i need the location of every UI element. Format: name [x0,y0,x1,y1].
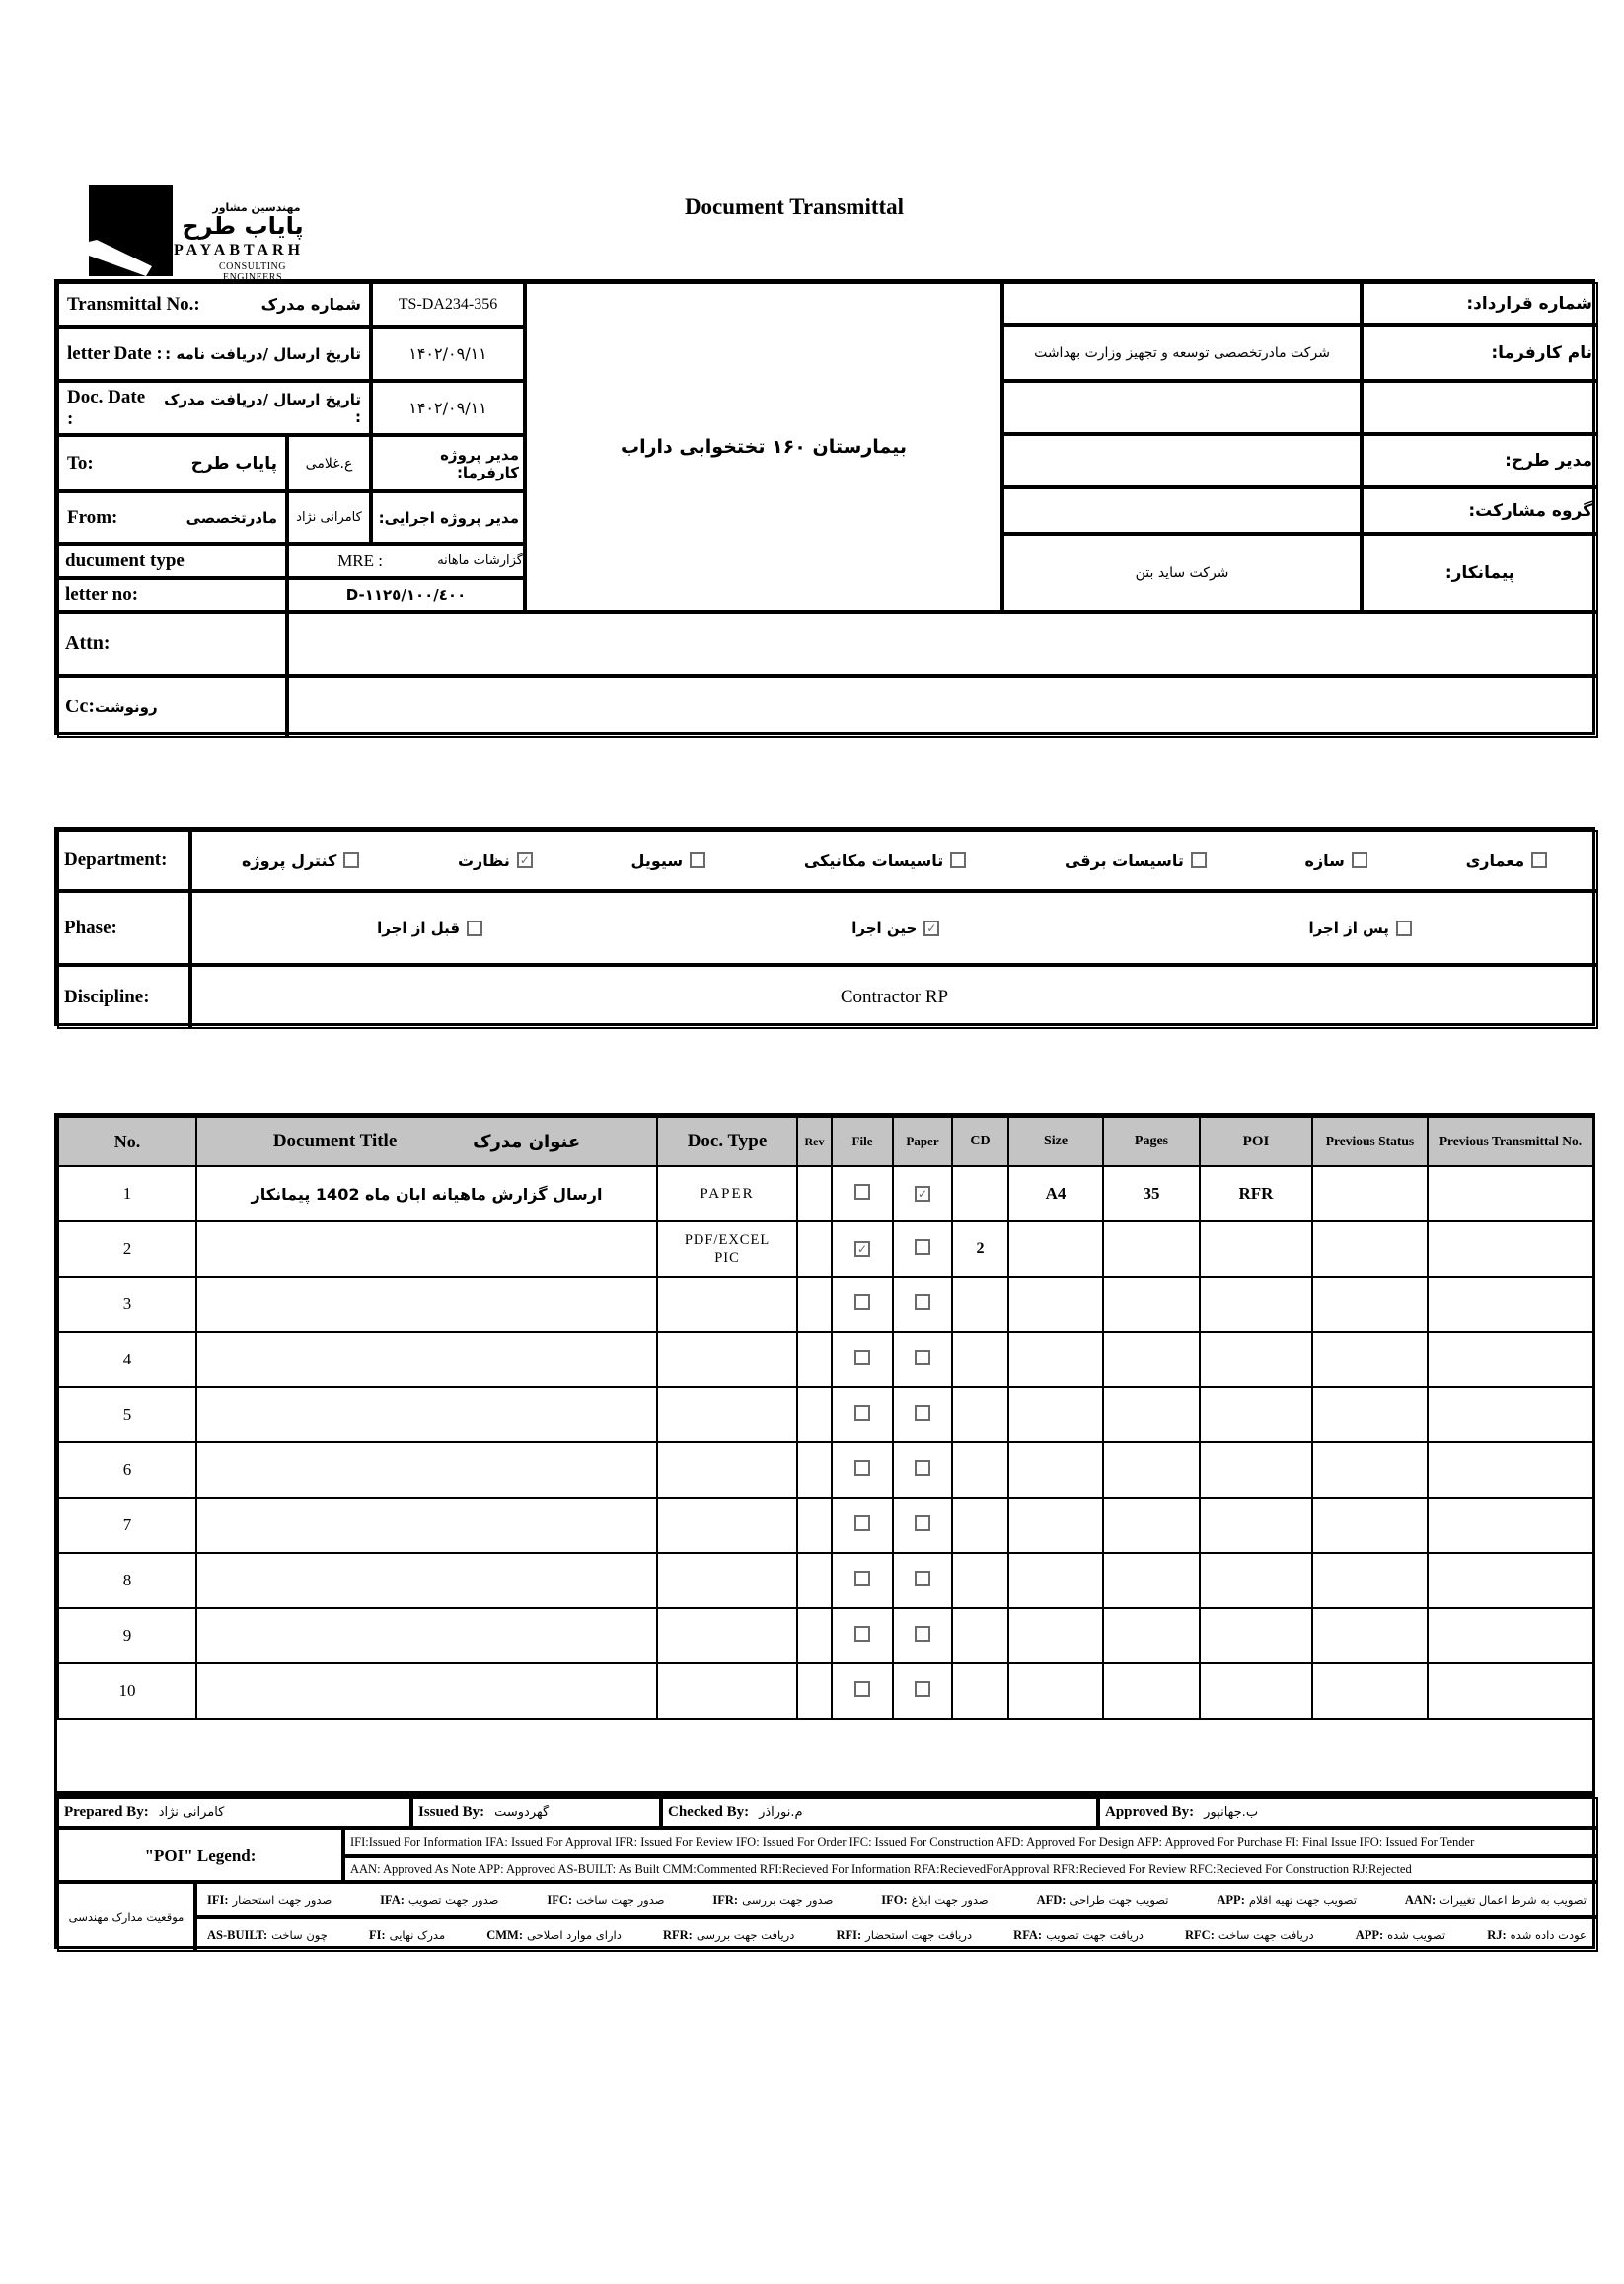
poi-legend-label: "POI" Legend: [57,1828,343,1882]
row-paper [893,1387,952,1442]
checked-by-cell [661,1797,1098,1828]
poi-legend-line1: IFI:Issued For Information IFA: Issued For Approval IFR: Issued For Review IFO: Issued For Order IFC: Issued For Construction AFD: Approved For Design AFP: Approved For Purchase FI: Final Issue IFO: Issued For Tender [343,1828,1598,1856]
checkbox-electrical[interactable] [1191,852,1207,868]
paper-checkbox[interactable]: ✓ [915,1186,930,1202]
row-title [196,1332,657,1387]
row-prev-status [1312,1442,1428,1498]
table-row [58,1498,1593,1553]
cc-value-cell [287,676,1598,738]
paper-checkbox[interactable] [915,1681,930,1697]
cc-label: Cc: [65,696,95,717]
row-no: 8 [58,1553,196,1608]
partnership-label-cell: گروه مشارکت: [1362,487,1598,534]
row-title [196,1221,657,1277]
row-file [832,1332,893,1387]
row-size: A4 [1008,1166,1103,1221]
col-size: Size [1008,1117,1103,1166]
col-file: File [832,1117,893,1166]
row-title: ارسال گزارش ماهیانه ابان ماه 1402 پیمانکار [196,1166,657,1221]
row-cd [952,1608,1008,1663]
row-size [1008,1332,1103,1387]
attn-label-cell [57,612,287,676]
row-poi [1200,1442,1312,1498]
col-prev-transmittal: Previous Transmittal No. [1428,1117,1593,1166]
checkbox-before-execution[interactable] [467,921,482,936]
row-size [1008,1387,1103,1442]
file-checkbox[interactable] [854,1184,870,1200]
paper-checkbox[interactable] [915,1571,930,1586]
issued-by-name: گهردوست [494,1805,550,1820]
fa-legend-item: AS-BUILT: چون ساخت [207,1927,328,1942]
row-doc-type [657,1277,797,1332]
row-prev-status [1312,1387,1428,1442]
doc-date-label-en: Doc. Date : [67,386,146,429]
file-checkbox[interactable] [854,1294,870,1310]
row-doc-type [657,1498,797,1553]
logo-en-sub: CONSULTING ENGINEERS [219,261,286,284]
row-rev [797,1608,832,1663]
col-rev: Rev [797,1117,832,1166]
empty-label-cell [1362,381,1598,434]
logo-fa-small: مهندسین مشاور [212,201,301,214]
contractor-value-cell: شرکت ساید بتن [1002,534,1362,612]
department-option: سازه [1305,851,1367,870]
row-pages [1103,1663,1200,1719]
row-doc-type: PAPER [657,1166,797,1221]
fa-legend-item: IFO: صدور جهت ابلاغ [881,1892,989,1907]
row-rev [797,1663,832,1719]
footer-table [54,1794,1595,1949]
doc-date-label-cell [57,381,371,435]
fa-legend-line2 [195,1917,1598,1952]
paper-checkbox[interactable] [915,1294,930,1310]
row-prev-status [1312,1608,1428,1663]
row-title [196,1277,657,1332]
row-title [196,1663,657,1719]
row-no: 7 [58,1498,196,1553]
from-cell [57,491,287,544]
row-poi [1200,1608,1312,1663]
row-no: 5 [58,1387,196,1442]
logo-fa-name: پایاب طرح [182,212,304,240]
fa-legend-item: RFC: دریافت جهت ساخت [1185,1927,1314,1942]
row-poi [1200,1498,1312,1553]
row-rev [797,1442,832,1498]
row-size [1008,1442,1103,1498]
row-prev-status [1312,1221,1428,1277]
design-manager-label-cell: مدیر طرح: [1362,434,1598,487]
department-options [190,830,1598,891]
row-cd [952,1166,1008,1221]
file-checkbox[interactable] [854,1681,870,1697]
row-size [1008,1553,1103,1608]
row-doc-type: PDF/EXCEL PIC [657,1221,797,1277]
checked-by-name: م.نورآذر [759,1805,803,1820]
row-no: 4 [58,1332,196,1387]
row-file [832,1221,893,1277]
phase-option: قبل از اجرا [377,920,482,937]
document-type-value-cell [287,544,525,578]
row-paper [893,1332,952,1387]
row-rev [797,1498,832,1553]
row-file [832,1442,893,1498]
file-checkbox[interactable] [854,1405,870,1421]
empty-value-cell [1002,381,1362,434]
checkbox-during-execution[interactable]: ✓ [923,921,939,936]
client-label-cell: نام کارفرما: [1362,325,1598,381]
checkbox-project-control[interactable] [343,852,359,868]
letter-no-value: D-١١٢٥/١٠٠/٤٠٠ [287,578,525,612]
file-checkbox[interactable] [854,1350,870,1365]
department-option: معماری [1466,851,1548,870]
paper-checkbox[interactable] [915,1350,930,1365]
file-checkbox[interactable] [854,1460,870,1476]
discipline-label: Discipline: [64,986,150,1007]
letter-date-label-fa: تاریخ ارسال /دریافت نامه : [165,344,361,363]
fa-legend-item: AAN: تصویب به شرط اعمال تغییرات [1404,1892,1587,1907]
row-doc-type [657,1387,797,1442]
fa-legend-item: CMM: دارای موارد اصلاحی [486,1927,622,1942]
row-rev [797,1166,832,1221]
fa-legend-item: APP: تصویب شده [1355,1927,1446,1942]
logo-en-name: PAYABTARH [174,242,305,259]
row-prev-transmittal [1428,1166,1593,1221]
file-checkbox[interactable] [854,1626,870,1642]
fa-legend-item: AFD: تصویب جهت طراحی [1036,1892,1169,1907]
row-cd [952,1277,1008,1332]
phase-option: پس از اجرا [1308,920,1411,937]
row-rev [797,1553,832,1608]
letter-date-label-en: letter Date : [67,342,163,364]
table-row [58,1442,1593,1498]
row-pages [1103,1332,1200,1387]
row-prev-transmittal [1428,1221,1593,1277]
prepared-by-label: Prepared By: [64,1804,149,1820]
row-poi [1200,1332,1312,1387]
row-rev [797,1332,832,1387]
row-prev-transmittal [1428,1442,1593,1498]
doc-date-value: ۱۴۰۲/۰۹/۱۱ [371,381,525,435]
row-no: 1 [58,1166,196,1221]
table-row [58,1608,1593,1663]
checked-by-label: Checked By: [668,1804,750,1820]
row-cd [952,1498,1008,1553]
row-size [1008,1221,1103,1277]
cc-label-cell [57,676,287,738]
fa-legend-item: RFR: دریافت جهت بررسی [662,1927,795,1942]
row-file [832,1663,893,1719]
row-prev-transmittal [1428,1553,1593,1608]
row-prev-status [1312,1663,1428,1719]
row-doc-type [657,1663,797,1719]
row-rev [797,1277,832,1332]
document-type-label: ducument type [65,550,185,571]
paper-checkbox[interactable] [915,1626,930,1642]
row-paper [893,1442,952,1498]
row-prev-transmittal [1428,1277,1593,1332]
fa-legend-item: IFA: صدور جهت تصویب [380,1892,499,1907]
checkbox-supervision[interactable]: ✓ [517,852,533,868]
paper-checkbox[interactable] [915,1239,930,1255]
fa-legend-item: RJ: عودت داده شده [1487,1927,1587,1942]
letter-no-label: letter no: [65,584,139,605]
phase-option: ✓ حین اجرا [851,920,939,937]
letter-date-value: ۱۴۰۲/۰۹/۱۱ [371,327,525,381]
row-paper [893,1553,952,1608]
cc-label-fa: رونوشت [94,698,158,716]
file-checkbox[interactable] [854,1571,870,1586]
row-paper [893,1277,952,1332]
attn-value-cell [287,612,1598,676]
row-poi [1200,1553,1312,1608]
row-prev-status [1312,1553,1428,1608]
row-cd [952,1553,1008,1608]
col-poi: POI [1200,1117,1312,1166]
col-no: No. [58,1117,196,1166]
row-pages [1103,1498,1200,1553]
transmittal-no-label-fa: شماره مدرک [260,295,361,314]
row-file [832,1166,893,1221]
table-row [58,1221,1593,1277]
row-title [196,1608,657,1663]
col-pages: Pages [1103,1117,1200,1166]
fa-legend-item: IFC: صدور جهت ساخت [547,1892,665,1907]
row-size [1008,1498,1103,1553]
row-poi: RFR [1200,1166,1312,1221]
row-prev-transmittal [1428,1332,1593,1387]
phase-options [190,891,1598,965]
fa-legend-item: RFI: دریافت جهت استحضار [836,1927,973,1942]
approved-by-label: Approved By: [1105,1804,1195,1820]
contract-no-value-cell [1002,282,1362,325]
col-title-en: Document Title [272,1131,398,1151]
table-row [58,1387,1593,1442]
fa-legend-item: APP: تصویب جهت تهیه اقلام [1217,1892,1357,1907]
row-size [1008,1663,1103,1719]
to-value: پایاب طرح [190,453,277,474]
company-logo-icon [89,185,173,276]
row-file [832,1277,893,1332]
row-prev-status [1312,1498,1428,1553]
row-paper [893,1608,952,1663]
contractor-label-cell: پیمانکار: [1362,534,1598,612]
row-paper [893,1498,952,1553]
row-pages [1103,1442,1200,1498]
row-pages [1103,1608,1200,1663]
approved-by-cell [1098,1797,1598,1828]
transmittal-no-label-cell [57,282,371,327]
row-poi [1200,1221,1312,1277]
row-cd [952,1663,1008,1719]
page-title: Document Transmittal [684,194,905,219]
transmittal-no-value: TS-DA234-356 [371,282,525,327]
row-file [832,1498,893,1553]
row-prev-status [1312,1332,1428,1387]
discipline-label-cell [57,965,190,1029]
row-prev-transmittal [1428,1498,1593,1553]
to-person: ع.غلامی [287,435,371,491]
department-label-cell [57,830,190,891]
paper-checkbox[interactable] [915,1460,930,1476]
row-size [1008,1608,1103,1663]
department-option: سیویل [631,851,706,870]
table-row [58,1663,1593,1719]
department-table [54,827,1595,1026]
row-prev-status [1312,1166,1428,1221]
fa-legend-item: IFR: صدور جهت بررسی [712,1892,834,1907]
fa-legend-side-label: موقعیت مدارک مهندسی [57,1882,195,1952]
design-manager-value-cell [1002,434,1362,487]
row-paper [893,1663,952,1719]
department-option: کنترل پروژه [242,851,359,870]
paper-checkbox[interactable] [915,1515,930,1531]
to-label: To: [67,452,94,474]
document-type-label-cell [57,544,287,578]
row-doc-type [657,1608,797,1663]
row-pages [1103,1277,1200,1332]
checkbox-civil[interactable] [690,852,705,868]
department-label: Department: [64,849,168,870]
row-rev [797,1221,832,1277]
row-pages [1103,1387,1200,1442]
checkbox-architecture[interactable] [1531,852,1547,868]
transmittal-no-label-en: Transmittal No.: [67,293,200,315]
prepared-by-name: کامرانی نژاد [158,1805,225,1820]
approved-by-name: ب.جهانپور [1204,1805,1259,1820]
row-poi [1200,1387,1312,1442]
col-prev-status: Previous Status [1312,1117,1428,1166]
table-row [58,1277,1593,1332]
col-doc-type: Doc. Type [657,1117,797,1166]
department-option: ✓ نظارت [458,851,533,870]
letter-no-label-cell [57,578,287,612]
row-cd [952,1442,1008,1498]
discipline-value: Contractor RP [190,965,1598,1029]
row-size [1008,1277,1103,1332]
col-title [196,1117,657,1166]
department-option: تاسیسات برقی [1065,851,1207,870]
phase-label: Phase: [64,917,117,938]
letter-date-label-cell [57,327,371,381]
document-type-value-fa: گزارشات ماهانه [437,553,523,568]
row-no: 2 [58,1221,196,1277]
project-name-cell: بیمارستان ۱۶۰ تختخوابی داراب [525,282,1002,612]
row-pages [1103,1221,1200,1277]
from-value: مادرتخصصی [185,508,277,527]
document-type-value-en: MRE : [337,551,383,570]
table-row [58,1553,1593,1608]
file-checkbox[interactable]: ✓ [854,1241,870,1257]
col-title-fa: عنوان مدرک [473,1131,581,1152]
documents-table-frame [54,1113,1595,1794]
row-paper [893,1221,952,1277]
row-doc-type [657,1553,797,1608]
issued-by-cell [411,1797,661,1828]
to-role: مدیر پروژه کارفرما: [371,435,525,491]
checkbox-mechanical[interactable] [950,852,966,868]
doc-date-label-fa: تاریخ ارسال /دریافت مدرک : [164,390,361,426]
company-logo-text [174,201,312,283]
row-file [832,1387,893,1442]
col-cd: CD [952,1117,1008,1166]
row-doc-type [657,1332,797,1387]
fa-legend-item: IFI: صدور جهت استحضار [207,1892,332,1907]
row-prev-status [1312,1277,1428,1332]
row-poi [1200,1663,1312,1719]
row-cd [952,1387,1008,1442]
file-checkbox[interactable] [854,1515,870,1531]
checkbox-after-execution[interactable] [1396,921,1412,936]
poi-legend-line2: AAN: Approved As Note APP: Approved AS-BUILT: As Built CMM:Commented RFI:Recieved For Information RFA:RecievedForApproval RFR:Recieved For Review RFC:Recieved For Construction RJ:Rejected [343,1856,1598,1882]
partnership-value-cell [1002,487,1362,534]
row-poi [1200,1277,1312,1332]
row-title [196,1498,657,1553]
from-role: مدیر پروژه اجرایی: [371,491,525,544]
row-cd: 2 [952,1221,1008,1277]
row-doc-type [657,1442,797,1498]
client-value-cell: شرکت مادرتخصصی توسعه و تجهیز وزارت بهداشت [1002,325,1362,381]
row-file [832,1553,893,1608]
paper-checkbox[interactable] [915,1405,930,1421]
row-prev-transmittal [1428,1387,1593,1442]
fa-legend-item: RFA: دریافت جهت تصویب [1013,1927,1144,1942]
row-title [196,1442,657,1498]
row-paper [893,1166,952,1221]
fa-legend-line1 [195,1882,1598,1917]
department-option: تاسیسات مکانیکی [804,851,966,870]
row-title [196,1387,657,1442]
info-table [54,279,1595,735]
row-rev [797,1387,832,1442]
row-prev-transmittal [1428,1608,1593,1663]
col-paper: Paper [893,1117,952,1166]
phase-label-cell [57,891,190,965]
row-file [832,1608,893,1663]
row-pages [1103,1553,1200,1608]
prepared-by-cell [57,1797,411,1828]
checkbox-structure[interactable] [1352,852,1367,868]
row-no: 3 [58,1277,196,1332]
from-person: کامرانی نژاد [287,491,371,544]
documents-table [57,1116,1594,1720]
row-title [196,1553,657,1608]
row-prev-transmittal [1428,1663,1593,1719]
from-label: From: [67,506,118,528]
row-no: 9 [58,1608,196,1663]
row-no: 10 [58,1663,196,1719]
attn-label: Attn: [65,632,111,654]
table-row [58,1332,1593,1387]
issued-by-label: Issued By: [418,1804,485,1820]
documents-table-header-row [58,1117,1593,1166]
row-cd [952,1332,1008,1387]
row-no: 6 [58,1442,196,1498]
fa-legend-item: FI: مدرک نهایی [368,1927,446,1942]
row-pages: 35 [1103,1166,1200,1221]
to-cell [57,435,287,491]
contract-no-label-cell: شماره قرارداد: [1362,282,1598,325]
table-row [58,1166,1593,1221]
